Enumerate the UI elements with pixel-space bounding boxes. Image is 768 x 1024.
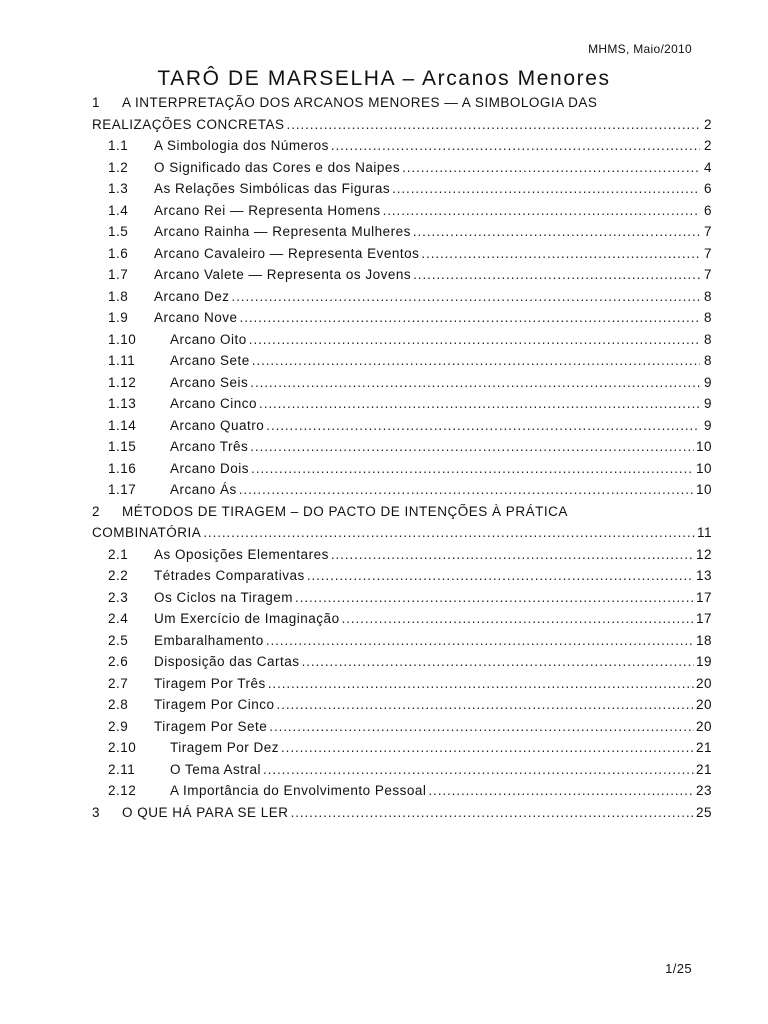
toc-leader-dots xyxy=(413,267,700,282)
toc-number: 1.2 xyxy=(108,159,129,175)
toc-entry[interactable] xyxy=(92,676,712,698)
toc-label: Arcano Ás xyxy=(170,482,237,497)
toc-label: Arcano Rei — Representa Homens xyxy=(154,202,381,218)
toc-leader-dots xyxy=(266,418,700,433)
toc-label: Arcano Cinco xyxy=(170,396,258,411)
toc-section-1-items xyxy=(92,138,712,504)
toc-label: REALIZAÇÕES CONCRETAS xyxy=(92,116,285,132)
toc-number: 1 xyxy=(92,95,101,110)
toc-number: 2.10 xyxy=(108,740,137,755)
toc-number: 1.9 xyxy=(108,310,129,325)
toc-entry[interactable] xyxy=(92,547,712,569)
toc-section-1-continued[interactable] xyxy=(92,117,712,139)
toc-label: Disposição das Cartas xyxy=(154,654,300,669)
toc-label: MÉTODOS DE TIRAGEM – DO PACTO DE INTENÇÕES À PRÁTICA xyxy=(122,503,568,519)
header-note: MHMS, Maio/2010 xyxy=(588,42,692,56)
toc-number: 1.5 xyxy=(108,224,129,239)
toc-page-number: 8 xyxy=(703,288,712,304)
toc-label: Tiragem Por Dez xyxy=(170,740,280,755)
toc-leader-dots xyxy=(250,375,700,390)
toc-number: 2.1 xyxy=(108,546,129,562)
toc-entry[interactable] xyxy=(92,783,712,805)
toc-page-number: 7 xyxy=(703,267,712,282)
toc-leader-dots xyxy=(428,783,694,798)
toc-number: 1.13 xyxy=(108,396,137,411)
toc-entry[interactable] xyxy=(92,396,712,418)
toc-entry[interactable] xyxy=(92,611,712,633)
toc-number: 1.15 xyxy=(108,439,137,454)
toc-label: Arcano Sete xyxy=(170,353,250,368)
toc-label: O Significado das Cores e dos Naipes xyxy=(154,159,401,175)
toc-label: Arcano Cavaleiro — Representa Eventos xyxy=(154,245,420,261)
toc-number: 2.3 xyxy=(108,589,129,605)
toc-number: 1.7 xyxy=(108,267,129,282)
toc-entry[interactable] xyxy=(92,267,712,289)
toc-page-number: 4 xyxy=(703,159,712,175)
toc-page-number: 7 xyxy=(703,224,712,239)
toc-leader-dots xyxy=(421,246,700,261)
toc-label: Tétrades Comparativas xyxy=(154,568,305,583)
toc-leader-dots xyxy=(287,117,700,132)
toc-label: Os Ciclos na Tiragem xyxy=(154,589,294,605)
toc-leader-dots xyxy=(203,525,695,540)
toc-number: 1.1 xyxy=(108,138,129,153)
toc-page-number: 6 xyxy=(703,181,712,196)
toc-entry[interactable] xyxy=(92,697,712,719)
toc-page-number: 10 xyxy=(695,460,712,476)
toc-label: Tiragem Por Três xyxy=(154,675,266,691)
toc-page-number: 9 xyxy=(703,396,712,411)
toc-page-number: 20 xyxy=(695,718,712,734)
toc-entry[interactable] xyxy=(92,310,712,332)
toc-leader-dots xyxy=(291,805,694,820)
toc-leader-dots xyxy=(281,740,694,755)
toc-leader-dots xyxy=(232,289,700,304)
toc-leader-dots xyxy=(252,353,700,368)
toc-leader-dots xyxy=(331,138,700,153)
toc-page-number: 13 xyxy=(695,568,712,583)
toc-page-number: 11 xyxy=(696,525,712,540)
toc-number: 1.14 xyxy=(108,417,137,433)
toc-label: O QUE HÁ PARA SE LER xyxy=(122,804,289,820)
toc-leader-dots xyxy=(250,439,694,454)
toc-entry[interactable] xyxy=(92,740,712,762)
toc-entry[interactable] xyxy=(92,482,712,504)
toc-leader-dots xyxy=(277,697,694,712)
toc-leader-dots xyxy=(383,203,700,218)
toc-leader-dots xyxy=(413,224,700,239)
toc-section-2[interactable] xyxy=(92,504,712,526)
toc-entry[interactable] xyxy=(92,439,712,461)
toc-page-number: 9 xyxy=(703,374,712,390)
toc-number: 1.17 xyxy=(108,482,137,497)
toc-page-number: 12 xyxy=(695,546,712,562)
toc-number: 1.16 xyxy=(108,460,137,476)
toc-page-number: 20 xyxy=(695,697,712,712)
toc-entry[interactable] xyxy=(92,181,712,203)
toc-leader-dots xyxy=(249,332,700,347)
toc-leader-dots xyxy=(240,310,700,325)
toc-label: Tiragem Por Sete xyxy=(154,718,268,734)
toc-label: Arcano Dois xyxy=(170,460,250,476)
toc-section-2-items xyxy=(92,547,712,805)
toc-label: Arcano Dez xyxy=(154,288,230,304)
toc-label: As Relações Simbólicas das Figuras xyxy=(154,181,391,196)
toc-leader-dots xyxy=(302,654,694,669)
toc-entry[interactable] xyxy=(92,762,712,784)
toc-page-number: 17 xyxy=(695,611,712,626)
toc-leader-dots xyxy=(402,160,700,175)
toc-entry[interactable] xyxy=(92,246,712,268)
toc-label: Arcano Valete — Representa os Jovens xyxy=(154,267,412,282)
toc-page-number: 7 xyxy=(703,245,712,261)
toc-entry[interactable] xyxy=(92,203,712,225)
toc-label: Arcano Nove xyxy=(154,310,238,325)
toc-page-number: 23 xyxy=(695,783,712,798)
toc-number: 3 xyxy=(92,804,101,820)
toc-page-number: 2 xyxy=(703,138,712,153)
toc-label: COMBINATÓRIA xyxy=(92,525,202,540)
toc-entry[interactable] xyxy=(92,332,712,354)
toc-number: 1.6 xyxy=(108,245,129,261)
toc-number: 1.8 xyxy=(108,288,129,304)
toc-entry[interactable] xyxy=(92,353,712,375)
toc-page-number: 20 xyxy=(695,675,712,691)
toc-number: 2.8 xyxy=(108,697,129,712)
toc-number: 2.2 xyxy=(108,568,129,583)
toc-page-number: 8 xyxy=(703,353,712,368)
toc-label: Arcano Seis xyxy=(170,374,249,390)
toc-leader-dots xyxy=(268,676,694,691)
toc-page-number: 21 xyxy=(695,740,712,755)
table-of-contents xyxy=(92,95,712,826)
toc-number: 2.7 xyxy=(108,675,129,691)
toc-entry[interactable] xyxy=(92,633,712,655)
toc-entry[interactable] xyxy=(92,461,712,483)
toc-page-number: 6 xyxy=(703,202,712,218)
toc-label: O Tema Astral xyxy=(170,761,262,777)
toc-label: A Simbologia dos Números xyxy=(154,138,329,153)
toc-number: 1.11 xyxy=(108,353,136,368)
toc-page-number: 25 xyxy=(695,804,712,820)
toc-number: 2.9 xyxy=(108,718,129,734)
toc-label: A Importância do Envolvimento Pessoal xyxy=(170,783,427,798)
toc-page-number: 10 xyxy=(695,482,712,497)
toc-page-number: 17 xyxy=(695,589,712,605)
toc-number: 2.6 xyxy=(108,654,129,669)
toc-leader-dots xyxy=(269,719,694,734)
toc-leader-dots xyxy=(295,590,694,605)
toc-number: 1.4 xyxy=(108,202,129,218)
toc-number: 2.5 xyxy=(108,632,129,648)
toc-label: A INTERPRETAÇÃO DOS ARCANOS MENORES — A SIMBOLOGIA DAS xyxy=(122,95,598,110)
toc-leader-dots xyxy=(392,181,700,196)
toc-page-number: 2 xyxy=(703,116,712,132)
toc-label: Tiragem Por Cinco xyxy=(154,697,275,712)
toc-label: Embaralhamento xyxy=(154,632,264,648)
toc-leader-dots xyxy=(263,762,694,777)
toc-entry[interactable] xyxy=(92,160,712,182)
toc-entry[interactable] xyxy=(92,289,712,311)
toc-entry[interactable] xyxy=(92,418,712,440)
toc-number: 2.4 xyxy=(108,611,129,626)
toc-section-3[interactable] xyxy=(92,805,712,827)
toc-entry[interactable] xyxy=(92,224,712,246)
toc-leader-dots xyxy=(342,611,694,626)
toc-leader-dots xyxy=(331,547,694,562)
toc-number: 1.12 xyxy=(108,374,137,390)
toc-entry[interactable] xyxy=(92,138,712,160)
toc-label: Arcano Oito xyxy=(170,331,247,347)
toc-entry[interactable] xyxy=(92,375,712,397)
toc-leader-dots xyxy=(266,633,694,648)
toc-label: Um Exercício de Imaginação xyxy=(154,611,340,626)
toc-page-number: 9 xyxy=(703,417,712,433)
toc-number: 2 xyxy=(92,503,101,519)
toc-number: 2.12 xyxy=(108,783,137,798)
toc-leader-dots xyxy=(259,396,700,411)
toc-entry[interactable] xyxy=(92,654,712,676)
page-counter: 1/25 xyxy=(665,961,692,976)
toc-leader-dots xyxy=(307,568,694,583)
toc-label: Arcano Três xyxy=(170,439,249,454)
toc-leader-dots xyxy=(251,461,694,476)
toc-label: Arcano Quatro xyxy=(170,417,265,433)
toc-number: 1.3 xyxy=(108,181,129,196)
toc-label: Arcano Rainha — Representa Mulheres xyxy=(154,224,411,239)
toc-section-1[interactable] xyxy=(92,95,712,117)
toc-page-number: 8 xyxy=(703,310,712,325)
toc-entry[interactable] xyxy=(92,719,712,741)
toc-page-number: 10 xyxy=(695,439,712,454)
toc-page-number: 19 xyxy=(695,654,712,669)
toc-number: 2.11 xyxy=(108,761,136,777)
toc-entry[interactable] xyxy=(92,590,712,612)
toc-entry[interactable] xyxy=(92,568,712,590)
toc-page-number: 18 xyxy=(695,632,712,648)
toc-page-number: 21 xyxy=(695,761,712,777)
toc-page-number: 8 xyxy=(703,331,712,347)
toc-section-2-continued[interactable] xyxy=(92,525,712,547)
page-title: TARÔ DE MARSELHA – Arcanos Menores xyxy=(157,67,611,90)
toc-number: 1.10 xyxy=(108,331,137,347)
toc-label: As Oposições Elementares xyxy=(154,546,329,562)
toc-leader-dots xyxy=(239,482,694,497)
